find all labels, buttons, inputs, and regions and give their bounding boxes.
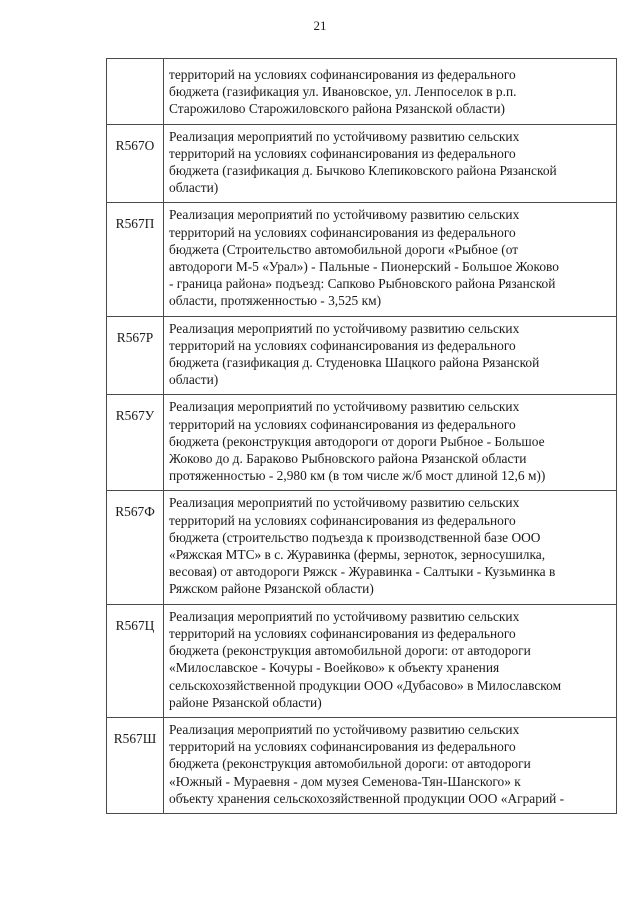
description-line: объекту хранения сельскохозяйственной продукции ООО «Аграрий -: [169, 790, 565, 806]
description-line: территорий на условиях софинансирования из федерального: [169, 512, 516, 528]
budget-code-cell: R567Ц: [107, 604, 164, 717]
budget-code-cell: R567У: [107, 395, 164, 491]
budget-code-cell: R567Р: [107, 316, 164, 395]
budget-codes-table: [106, 58, 617, 814]
budget-code-cell: R567Ф: [107, 491, 164, 604]
page-number: 21: [313, 18, 327, 33]
description-line: бюджета (реконструкция автомобильной дороги: от автодороги: [169, 756, 531, 772]
description-line: области): [169, 180, 219, 196]
budget-code-cell: R567О: [107, 124, 164, 203]
description-line: Реализация мероприятий по устойчивому развитию сельских: [169, 128, 520, 144]
description-line: территорий на условиях софинансирования из федерального: [169, 739, 516, 755]
description-line: территорий на условиях софинансирования из федерального: [169, 337, 516, 353]
description-line: бюджета (газификация д. Бычково Клепиковского района Рязанской: [169, 163, 557, 179]
description-line: Жоково до д. Бараково Рыбновского района Рязанской области: [169, 451, 527, 467]
table-row: [107, 395, 617, 491]
description-cell: [164, 316, 617, 395]
description-line: - граница района» подъезд: Сапково Рыбновского района Рязанской: [169, 276, 556, 292]
description-line: «Ряжская МТС» в с. Журавинка (фермы, зерноток, зерносушилка,: [169, 547, 546, 563]
description-cell: [164, 491, 617, 604]
description-cell: [164, 395, 617, 491]
description-line: «Милославское - Кочуры - Воейково» к объекту хранения: [169, 660, 500, 676]
table-row: [107, 604, 617, 717]
description-line: Реализация мероприятий по устойчивому развитию сельских: [169, 608, 520, 624]
description-cell: [164, 203, 617, 316]
description-line: бюджета (газификация ул. Ивановское, ул. Ленпоселок в р.п.: [169, 84, 517, 100]
description-line: территорий на условиях софинансирования из федерального: [169, 625, 516, 641]
description-line: бюджета (реконструкция автодороги от дороги Рыбное - Большое: [169, 433, 545, 449]
description-cell: [164, 59, 617, 125]
description-line: автодороги М-5 «Урал») - Пальные - Пионерский - Большое Жоково: [169, 259, 559, 275]
description-line: Ряжском районе Рязанской области): [169, 581, 374, 597]
description-line: бюджета (реконструкция автомобильной дороги: от автодороги: [169, 643, 531, 659]
table-row: [107, 316, 617, 395]
table-row: [107, 59, 617, 125]
description-cell: [164, 124, 617, 203]
table-body: [107, 59, 617, 814]
description-line: бюджета (строительство подъезда к производственной базе ООО: [169, 529, 541, 545]
description-line: Реализация мероприятий по устойчивому развитию сельских: [169, 399, 520, 415]
description-line: бюджета (Строительство автомобильной дороги «Рыбное (от: [169, 241, 519, 257]
description-line: Старожилово Старожиловского района Рязанской области): [169, 101, 505, 117]
table-row: [107, 717, 617, 813]
description-line: территорий на условиях софинансирования из федерального: [169, 145, 516, 161]
description-cell: [164, 717, 617, 813]
table-row: [107, 491, 617, 604]
description-line: весовая) от автодороги Ряжск - Журавинка - Салтыки - Кузьминка в: [169, 564, 556, 580]
description-line: области, протяженностью - 3,525 км): [169, 293, 382, 309]
description-line: районе Рязанской области): [169, 694, 322, 710]
description-line: бюджета (газификация д. Студеновка Шацкого района Рязанской: [169, 355, 540, 371]
description-line: территорий на условиях софинансирования из федерального: [169, 224, 516, 240]
table-row: [107, 203, 617, 316]
description-line: Реализация мероприятий по устойчивому развитию сельских: [169, 320, 520, 336]
description-line: территорий на условиях софинансирования из федерального: [169, 67, 516, 82]
description-line: Реализация мероприятий по устойчивому развитию сельских: [169, 495, 520, 511]
description-line: Реализация мероприятий по устойчивому развитию сельских: [169, 207, 520, 223]
description-line: «Южный - Мураевня - дом музея Семенова-Тян-Шанского» к: [169, 773, 521, 789]
budget-code-cell: R567Ш: [107, 717, 164, 813]
budget-code-cell: R567П: [107, 203, 164, 316]
budget-code-cell: [107, 59, 164, 125]
description-cell: [164, 604, 617, 717]
description-line: территорий на условиях софинансирования из федерального: [169, 416, 516, 432]
description-line: области): [169, 372, 219, 388]
description-line: протяженностью - 2,980 км (в том числе ж/б мост длиной 12,6 м)): [169, 468, 546, 484]
table-row: [107, 124, 617, 203]
description-line: сельскохозяйственной продукции ООО «Дубасово» в Милославском: [169, 677, 562, 693]
description-line: Реализация мероприятий по устойчивому развитию сельских: [169, 721, 520, 737]
